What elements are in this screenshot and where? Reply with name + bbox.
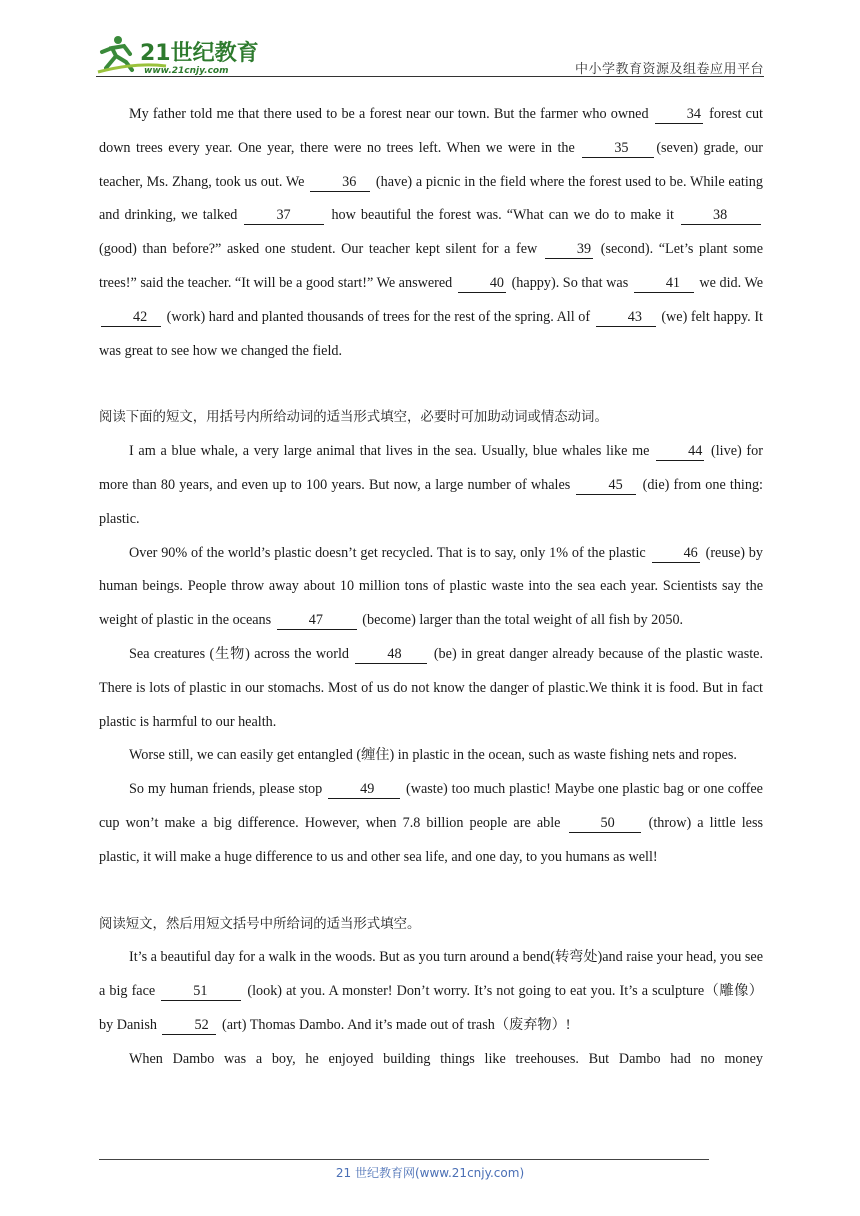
blank-36[interactable]: 36 bbox=[310, 173, 370, 192]
blank-40[interactable]: 40 bbox=[458, 274, 506, 293]
paragraph: Worse still, we can easily get entangled (缠住) in plastic in the ocean, such as waste fishing nets and ropes. bbox=[129, 747, 737, 764]
blank-45[interactable]: 45 bbox=[576, 476, 636, 495]
page-header bbox=[96, 32, 764, 78]
blank-35[interactable]: 35 bbox=[582, 139, 654, 158]
header-divider bbox=[96, 76, 764, 77]
blank-43[interactable]: 43 bbox=[596, 308, 656, 327]
blank-49[interactable]: 49 bbox=[328, 780, 400, 799]
section-gap bbox=[99, 875, 763, 908]
blank-44[interactable]: 44 bbox=[656, 442, 704, 461]
paragraph: It’s a beautiful day for a walk in the woods. But as you turn around a bend(转弯处)and raise your head, you see a big face 51 (look) at you. A monster! Don’t worry. It’s not going to eat you. It’s a sculpture（雕像）by Danish 52 (art) Thomas Dambo. And it’s made out of trash（废弃物）! bbox=[99, 949, 763, 1033]
paragraph: Over 90% of the world’s plastic doesn’t get recycled. That is to say, only 1% of the plastic 46 (reuse) by human beings. People throw away about 10 million tons of plastic waste into the sea each year. Scientists say the weight of plastic in the oceans 47 (become) larger than the total weight of all fish by 2050. bbox=[99, 544, 763, 629]
section-gap bbox=[99, 368, 763, 401]
document-body bbox=[99, 98, 763, 1077]
blank-47[interactable]: 47 bbox=[277, 611, 357, 630]
blank-48[interactable]: 48 bbox=[355, 645, 427, 664]
paragraph: Sea creatures (生物) across the world 48 (be) in great danger already because of the plastic waste. There is lots of plastic in our stomachs. Most of us do not know the danger of plastic.We think it is food. But in fact plastic is harmful to our health. bbox=[99, 645, 763, 730]
blank-52[interactable]: 52 bbox=[162, 1016, 216, 1035]
blank-42[interactable]: 42 bbox=[101, 308, 161, 327]
blank-46[interactable]: 46 bbox=[652, 544, 700, 563]
section-instruction: 阅读下面的短文，用括号内所给动词的适当形式填空，必要时可加助动词或情态动词。 bbox=[99, 410, 608, 426]
page-footer[interactable]: 21 世纪教育网(www.21cnjy.com) bbox=[335, 1166, 525, 1180]
blank-51[interactable]: 51 bbox=[161, 982, 241, 1001]
blank-41[interactable]: 41 bbox=[634, 274, 694, 293]
platform-name: 中小学教育资源及组卷应用平台 bbox=[574, 62, 764, 77]
blank-38[interactable]: 38 bbox=[681, 206, 761, 225]
paragraph: When Dambo was a boy, he enjoyed building things like treehouses. But Dambo had no money bbox=[129, 1050, 763, 1067]
logo-icon bbox=[96, 32, 266, 76]
section-instruction: 阅读短文，然后用短文括号中所给词的适当形式填空。 bbox=[99, 916, 421, 932]
footer-divider bbox=[99, 1159, 709, 1160]
blank-39[interactable]: 39 bbox=[545, 240, 593, 259]
paragraph: So my human friends, please stop 49 (waste) too much plastic! Maybe one plastic bag or one coffee cup won’t make a big difference. However, when 7.8 billion people are able 50 (throw) a little less plastic, it will make a huge difference to us and other sea life, and one day, to you humans as well! bbox=[99, 781, 763, 865]
paragraph: I am a blue whale, a very large animal that lives in the sea. Usually, blue whales like me 44 (live) for more than 80 years, and even up to 100 years. But now, a large number of whales 45 (die) from one thing: plastic. bbox=[99, 443, 763, 527]
blank-37[interactable]: 37 bbox=[244, 206, 324, 225]
svg-text:www.21cnjy.com: www.21cnjy.com bbox=[144, 66, 229, 76]
blank-50[interactable]: 50 bbox=[569, 814, 641, 833]
svg-text:21世纪教育: 21世纪教育 bbox=[140, 41, 259, 66]
paragraph: My father told me that there used to be a forest near our town. But the farmer who owned 34 forest cut down trees every year. One year, there were no trees left. When we were in the 35 (seven) grade, our teacher, Ms. Zhang, took us out. We 36 (have) a picnic in the field where the forest used to be. While eating and drinking, we talked 37 how beautiful the forest was. “What can we do to make it 38 (good) than before?” asked one student. Our teacher kept silent for a few 39 (second). “Let’s plant some trees!” said the teacher. “It will be a good start!” We answered 40 (happy). So that was 41 we did. We 42 (work) hard and planted thousands of trees for the rest of the spring. All of 43 (we) felt happy. It was great to see how we changed the field. bbox=[99, 106, 764, 359]
blank-34[interactable]: 34 bbox=[655, 105, 703, 124]
